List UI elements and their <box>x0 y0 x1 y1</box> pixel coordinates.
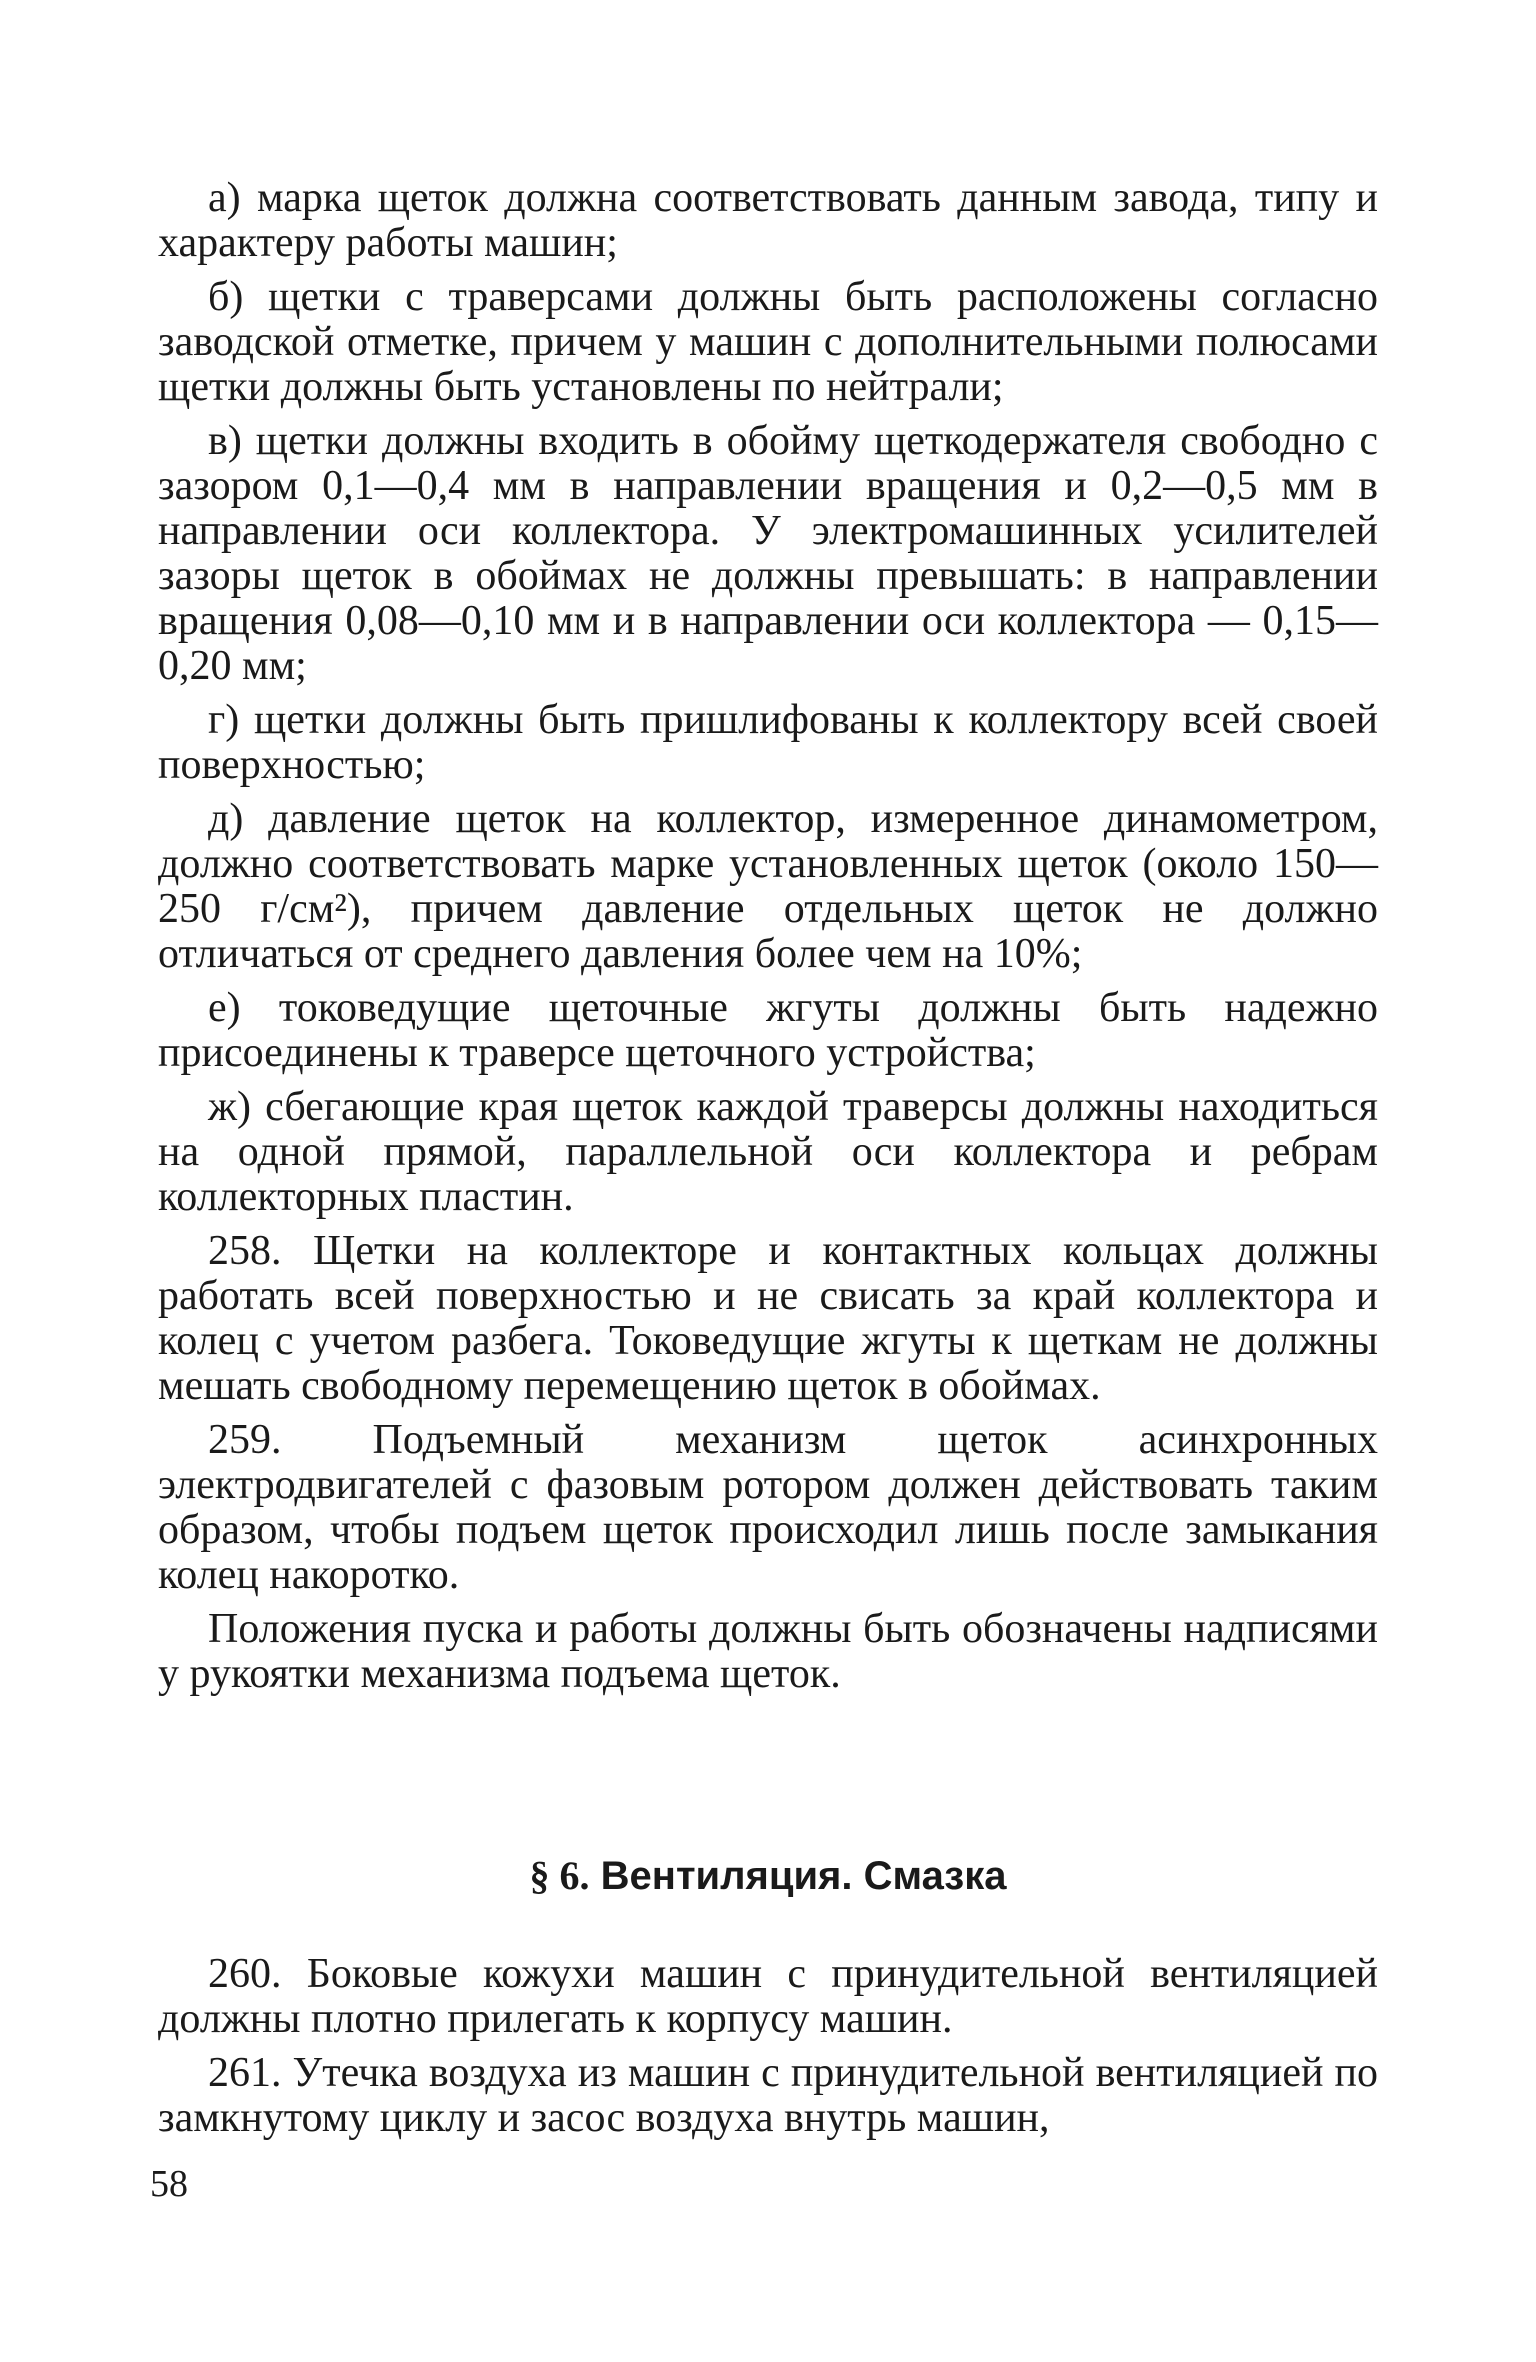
section-heading <box>158 1852 1378 1900</box>
paragraph-258: 258. Щетки на коллекторе и контактных кольцах должны работать всей поверхностью и не свисать за край коллектора и колец с учетом разбега. Токоведущие жгуты к щеткам не должны мешать свободному перемещению щеток в обоймах. <box>158 1228 1378 1409</box>
list-item-a: а) марка щеток должна соответствовать данным завода, типу и характеру работы машин; <box>158 175 1378 266</box>
list-item-e: е) токоведущие щеточные жгуты должны быть надежно присоединены к траверсе щеточного устройства; <box>158 985 1378 1076</box>
section-title: Вентиляция. Смазка <box>600 1854 1007 1898</box>
page-number: 58 <box>150 2163 188 2205</box>
list-item-g: г) щетки должны быть пришлифованы к коллектору всей своей поверхностью; <box>158 697 1378 788</box>
paragraph-259: 259. Подъемный механизм щеток асинхронных электродвигателей с фазовым ротором должен действовать таким образом, чтобы подъем щеток происходил лишь после замыкания колец накоротко. <box>158 1417 1378 1598</box>
paragraph-positions: Положения пуска и работы должны быть обозначены надписями у рукоятки механизма подъема щеток. <box>158 1606 1378 1697</box>
section-symbol: § 6. <box>529 1853 590 1898</box>
list-item-v: в) щетки должны входить в обойму щеткодержателя свободно с зазором 0,1—0,4 мм в направлении вращения и 0,2—0,5 мм в направлении оси коллектора. У электромашинных усилителей зазоры щеток в обоймах не должны превышать: в направлении вращения 0,08—0,10 мм и в направлении оси коллектора — 0,15—0,20 мм; <box>158 418 1378 689</box>
paragraph-260: 260. Боковые кожухи машин с принудительной вентиляцией должны плотно прилегать к корпусу машин. <box>158 1951 1378 2042</box>
body-text-upper <box>158 176 1378 1697</box>
body-text-lower <box>158 1952 1378 2141</box>
list-item-d: д) давление щеток на коллектор, измеренное динамометром, должно соответствовать марке установленных щеток (около 150—250 г/см²), причем давление отдельных щеток не должно отличаться от среднего давления более чем на 10%; <box>158 796 1378 977</box>
list-item-b: б) щетки с траверсами должны быть расположены согласно заводской отметке, причем у машин с дополнительными полюсами щетки должны быть установлены по нейтрали; <box>158 274 1378 410</box>
list-item-zh: ж) сбегающие края щеток каждой траверсы должны находиться на одной прямой, параллельной оси коллектора и ребрам коллекторных пластин. <box>158 1084 1378 1220</box>
paragraph-261: 261. Утечка воздуха из машин с принудительной вентиляцией по замкнутому циклу и засос воздуха внутрь машин, <box>158 2050 1378 2141</box>
